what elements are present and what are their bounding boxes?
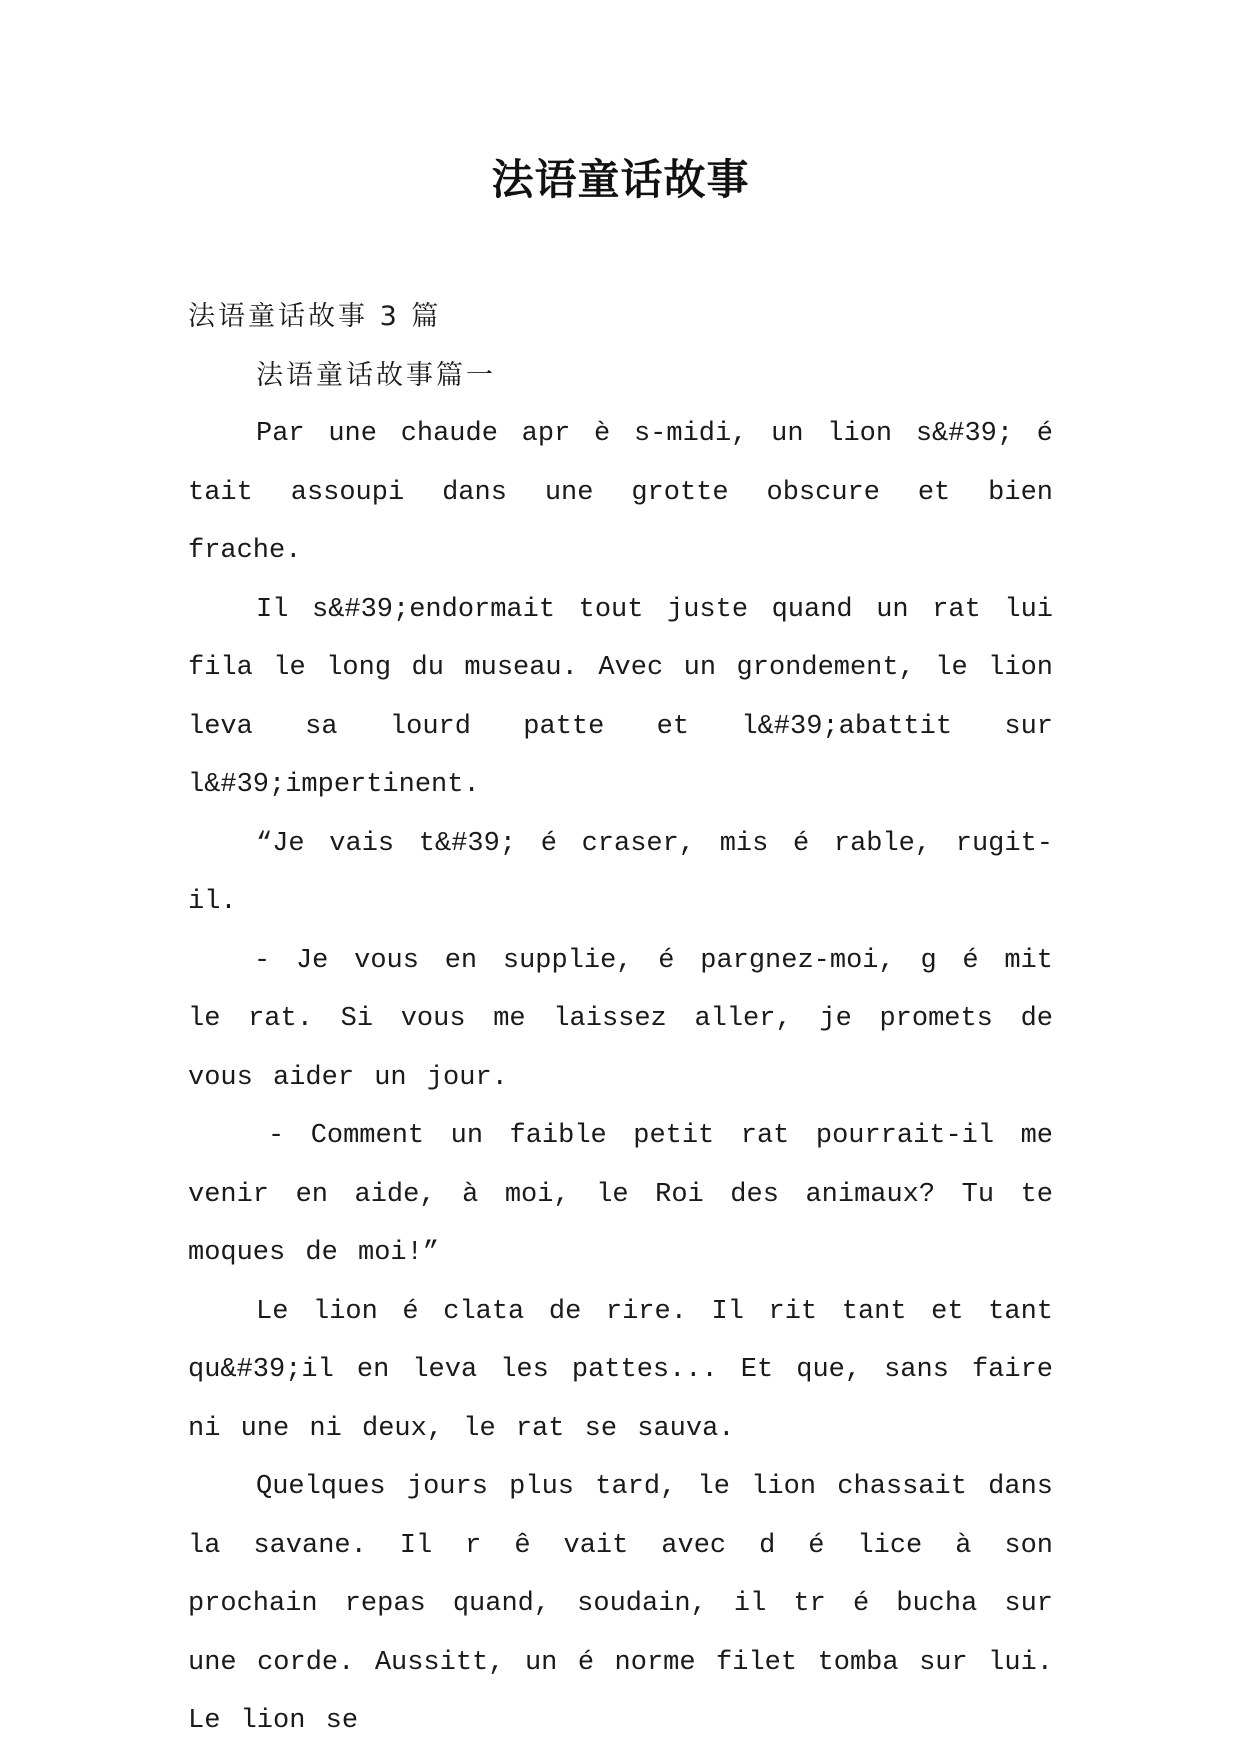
paragraph-3: “Je vais t&#39; é craser, mis é rable, rugit-il. xyxy=(188,828,1053,917)
paragraph-4: - Je vous en supplie, é pargnez-moi, g é mit le rat. Si vous me laissez aller, je promets de vous aider un jour. xyxy=(188,945,1053,1093)
document-title: 法语童话故事 xyxy=(491,155,750,204)
paragraph-7: Quelques jours plus tard, le lion chassait dans la savane. Il r ê vait avec d é lice à son prochain repas quand, soudain, il tr é bucha sur une corde. Aussitt, un é norme filet tomba sur lui. Le lion se xyxy=(188,1472,1053,1736)
paragraph-2: Il s&#39;endormait tout juste quand un rat lui fila le long du museau. Avec un grondement, le lion leva sa lourd patte et l&#39;abattit sur l&#39;impertinent. xyxy=(188,594,1053,800)
document-heading: 法语童话故事 3 篇 xyxy=(188,301,442,332)
document-body xyxy=(188,288,1053,1751)
paragraph-5: - Comment un faible petit rat pourrait-il me venir en aide, à moi, le Roi des animaux? Tu te moques de moi!” xyxy=(188,1121,1053,1268)
paragraph-6: Le lion é clata de rire. Il rit tant et tant qu&#39;il en leva les pattes... Et que, sans faire ni une ni deux, le rat se sauva. xyxy=(188,1296,1053,1444)
paragraph-1: Par une chaude apr è s-midi, un lion s&#39; é tait assoupi dans une grotte obscure et bien frache. xyxy=(188,419,1053,566)
section-title: 法语童话故事篇一 xyxy=(256,359,496,391)
